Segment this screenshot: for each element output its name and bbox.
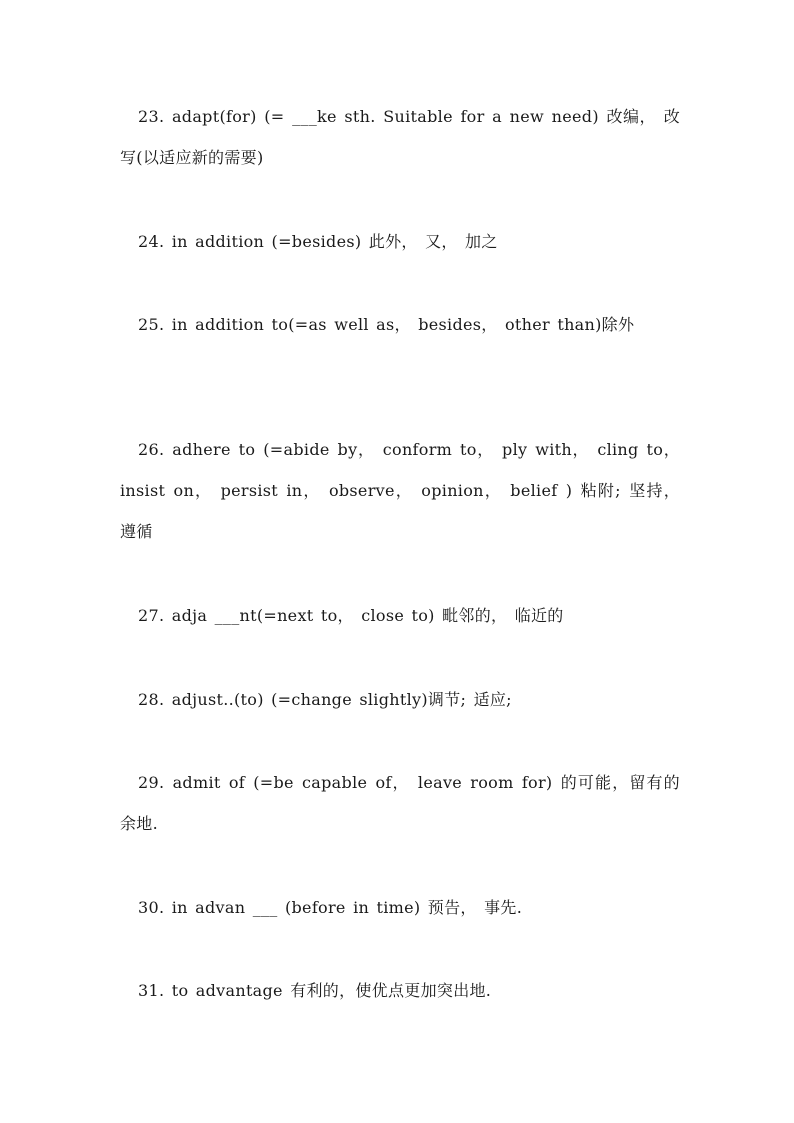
vocab-entry-26: 26. adhere to (=abide by， conform to， ply with， cling to， insist on， persist in， observe， opinion， belief ) 粘附; 坚持， 遵循 [120, 440, 680, 541]
vocab-entry-25: 25. in addition to(=as well as， besides， other than)除外 [138, 315, 635, 334]
vocab-entry-28: 28. adjust..(to) (=change slightly)调节; 适应; [138, 690, 512, 709]
vocab-entry-23: 23. adapt(for) (= ___ke sth. Suitable for a new need) 改编， 改写(以适应新的需要) [120, 107, 680, 167]
vocab-entry-27: 27. adja ___nt(=next to， close to) 毗邻的， 临近的 [138, 606, 564, 625]
vocab-entry-24: 24. in addition (=besides) 此外， 又， 加之 [138, 232, 498, 251]
vocab-entry-31: 31. to advantage 有利的，使优点更加突出地. [138, 981, 492, 1000]
vocab-entry-30: 30. in advan ___ (before in time) 预告， 事先. [138, 898, 523, 917]
vocab-entry-29: 29. admit of (=be capable of， leave room for) 的可能，留有的余地. [120, 773, 680, 833]
